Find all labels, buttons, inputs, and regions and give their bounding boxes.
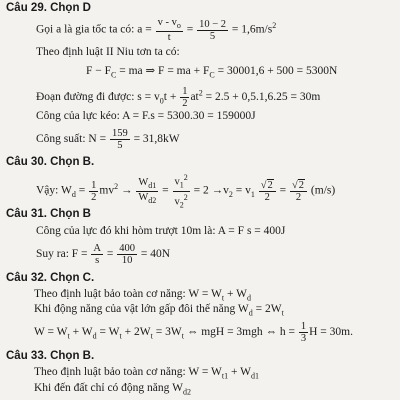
q30-sqrt-fraction-1: $\frac{√2}{2}$: [259, 179, 276, 203]
q31-fraction-2: $\frac{400}{10}$: [119, 243, 135, 266]
q31-line2: Suy ra: F = $\frac{A}{s}$ = $\frac{400}{10}$ = 40N: [36, 243, 171, 266]
q31-fraction-1: $\frac{A}{s}$: [93, 243, 101, 266]
q29-acceleration-line: Gọi a là gia tốc ta có: a = $\frac{v - v_o}{t}$ = $\frac{10 - 2}{5}$ = $1,6m/s^2$: [36, 17, 277, 44]
power-fraction: $\frac{159}{5}$: [111, 128, 128, 151]
q30-equation-line: Vậy: $W_d$ = $\frac{1}{2}$ $mv^2$ → $\frac{W_{d1}}{W_{d2}}$ = $\frac{v_1^2}{v_2^2}$ = $2 \to v_2 = v_1$ $\frac{√2}{2}$ = $\frac{√2}{2}$ (m/s): [36, 173, 336, 210]
accel-label: Gọi a là gia tốc ta có: a =: [36, 23, 152, 36]
q31-line1: Công của lực đó khi hòm trượt 10m là: A = F s = 400J: [36, 225, 286, 237]
q32-third-fraction: $\frac{1}{3}$: [300, 321, 307, 344]
q29-heading: Câu 29. Chọn D: [6, 2, 91, 14]
q33-line1: Theo định luật bảo toàn cơ năng: $W = W_{t1} + W_{d1}$: [34, 366, 260, 381]
q29-work-line: Công của lực kéo: A = F.s = 5300.30 = 159000J: [36, 110, 256, 122]
q32-line3: $W = W_t + W_d = W_t + 2W_t = 3W_t$ ⇔ mgH = 3mgh ⇔ h = $\frac{1}{3}$ H = 30m.: [34, 321, 353, 344]
q30-heading: Câu 30. Chọn B.: [6, 156, 95, 168]
q30-sqrt-fraction-2: $\frac{√2}{2}$: [290, 179, 307, 203]
q30-half: $\frac{1}{2}$: [91, 179, 97, 203]
q31-heading: Câu 31. Chọn B: [6, 208, 91, 220]
q30-energy-ratio: $\frac{W_{d1}}{W_{d2}}$: [138, 176, 157, 205]
accel-fraction-2: $\frac{10 - 2}{5}$: [199, 18, 226, 42]
q30-velocity-ratio: $\frac{v_1^2}{v_2^2}$: [174, 173, 188, 210]
q32-line1: Theo định luật bảo toàn cơ năng: $W = W_t + W_d$: [34, 288, 252, 303]
q33-line2: Khi đến đất chỉ có động năng $W_{d2}$: [34, 382, 191, 397]
q32-line2: Khi động năng của vật lớn gấp đôi thế năng $W_d = 2W_t$: [34, 303, 284, 318]
q29-newton-label: Theo định luật II Niu tơn ta có:: [36, 46, 180, 58]
half-fraction: $\frac{1}{2}$: [182, 86, 188, 109]
q29-power-line: Công suất: N = $\frac{159}{5}$ = 31,8kW: [36, 128, 180, 151]
q29-newton-equation: $F - F_C$ = ma ⇒ F = ma + $F_C = 30001,6 + 500 = 5300N$: [86, 65, 338, 80]
q33-heading: Câu 33. Chọn B.: [6, 350, 95, 362]
q32-heading: Câu 32. Chọn C.: [6, 272, 95, 284]
q29-distance-line: Đoạn đường đi được: $s = v_0t$ + $\frac{1}{2}$ $at^2 = 2.5 + 0,5.1,6.25 = 30m$: [36, 86, 321, 109]
accel-fraction-1: $\frac{v - v_o}{t}$: [157, 17, 181, 44]
